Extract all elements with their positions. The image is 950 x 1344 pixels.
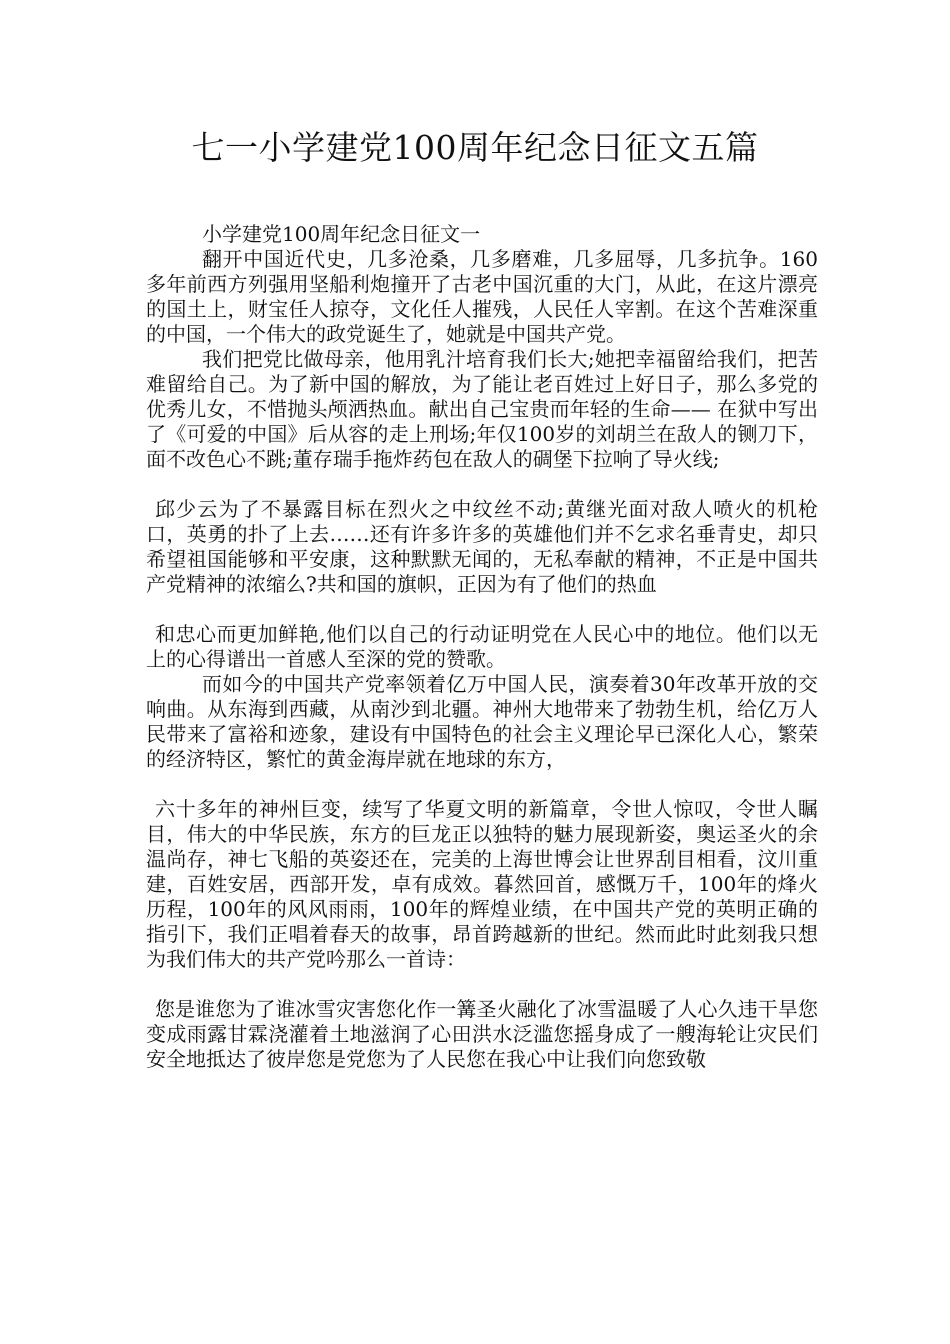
paragraph-3: 邱少云为了不暴露目标在烈火之中纹丝不动;黄继光面对敌人喷火的机枪口，英勇的扑了上去……还有许多许多的英雄他们并不乞求名垂青史，却只希望祖国能够和平安康，这种默默无闻的，无私奉献的精神，不正是中国共产党精神的浓缩么?共和国的旗帜，正因为有了他们的热血 xyxy=(146,497,818,596)
paragraph-gap xyxy=(146,472,818,497)
document-title: 七一小学建党100周年纪念日征文五篇 xyxy=(191,128,759,167)
paragraph-gap xyxy=(146,597,818,622)
paragraph-gap xyxy=(146,972,818,997)
section-heading: 小学建党100周年纪念日征文一 xyxy=(202,222,481,246)
paragraph-gap xyxy=(146,772,818,797)
paragraph-4: 和忠心而更加鲜艳,他们以自己的行动证明党在人民心中的地位。他们以无上的心得谱出一首感人至深的党的赞歌。 xyxy=(146,622,818,671)
document-body xyxy=(146,222,818,1072)
paragraph-5: 而如今的中国共产党率领着亿万中国人民，演奏着30年改革开放的交响曲。从东海到西藏，从南沙到北疆。神州大地带来了勃勃生机，给亿万人民带来了富裕和迹象，建设有中国特色的社会主义理论早已深化人心，繁荣的经济特区，繁忙的黄金海岸就在地球的东方， xyxy=(146,672,818,771)
paragraph-2: 我们把党比做母亲，他用乳汁培育我们长大;她把幸福留给我们，把苦难留给自己。为了新中国的解放，为了能让老百姓过上好日子，那么多党的优秀儿女，不惜抛头颅洒热血。献出自己宝贵而年轻的生命—— 在狱中写出了《可爱的中国》后从容的走上刑场;年仅100岁的刘胡兰在敌人的铡刀下，面不改色心不跳;董存瑞手拖炸药包在敌人的碉堡下拉响了导火线; xyxy=(146,347,818,471)
paragraph-7: 您是谁您为了谁冰雪灾害您化作一篝圣火融化了冰雪温暖了人心久违干旱您变成雨露甘霖浇灌着土地滋润了心田洪水泛滥您摇身成了一艘海轮让灾民们安全地抵达了彼岸您是党您为了人民您在我心中让我们向您致敬 xyxy=(146,997,818,1071)
paragraph-1: 翻开中国近代史，几多沧桑，几多磨难，几多屈辱，几多抗争。160多年前西方列强用坚船利炮撞开了古老中国沉重的大门，从此，在这片漂亮的国土上，财宝任人掠夺，文化任人摧残，人民任人宰割。在这个苦难深重的中国，一个伟大的政党诞生了，她就是中国共产党。 xyxy=(146,247,818,346)
paragraph-6: 六十多年的神州巨变，续写了华夏文明的新篇章，令世人惊叹，令世人瞩目，伟大的中华民族，东方的巨龙正以独特的魅力展现新姿，奥运圣火的余温尚存，神七飞船的英姿还在，完美的上海世博会让世界刮目相看，汶川重建，百姓安居，西部开发，卓有成效。暮然回首，感慨万千，100年的烽火历程，100年的风风雨雨，100年的辉煌业绩，在中国共产党的英明正确的指引下，我们正唱着春天的故事，昂首跨越新的世纪。然而此时此刻我只想为我们伟大的共产党吟那么一首诗： xyxy=(146,797,818,971)
